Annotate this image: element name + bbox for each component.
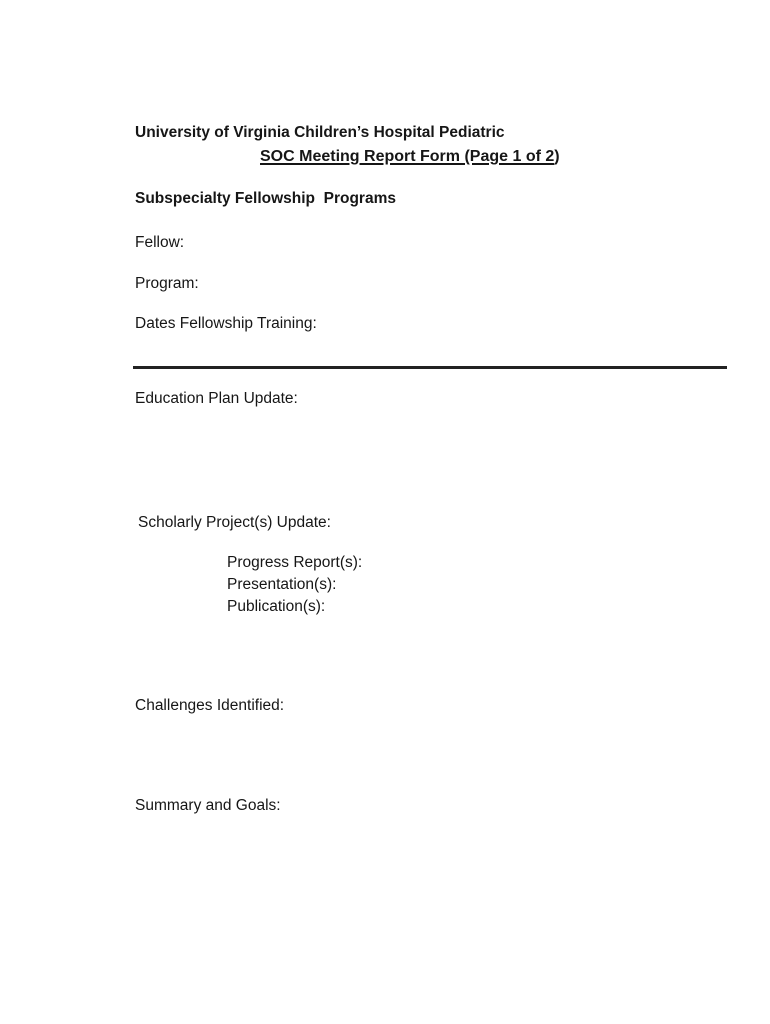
summary-and-goals-label: Summary and Goals:: [135, 797, 281, 814]
challenges-identified-label: Challenges Identified:: [135, 697, 285, 714]
education-plan-update-label: Education Plan Update:: [135, 390, 298, 407]
dates-fellowship-training-label: Dates Fellowship Training:: [135, 315, 317, 332]
section-divider-rule: [133, 366, 727, 369]
form-title: [260, 147, 560, 167]
header-line-1: University of Virginia Children’s Hospital Pediatric: [135, 124, 505, 141]
publications-label: Publication(s):: [227, 598, 326, 615]
program-label: Program:: [135, 275, 199, 292]
form-title-underlined: SOC Meeting Report Form (Page 1 of 2: [260, 148, 555, 165]
presentations-label: Presentation(s):: [227, 576, 337, 593]
scholarly-projects-update-label: Scholarly Project(s) Update:: [138, 514, 331, 531]
form-title-suffix: ): [554, 148, 560, 165]
header-line-2: Subspecialty Fellowship Programs: [135, 190, 396, 207]
progress-reports-label: Progress Report(s):: [227, 554, 363, 571]
fellow-label: Fellow:: [135, 234, 185, 251]
